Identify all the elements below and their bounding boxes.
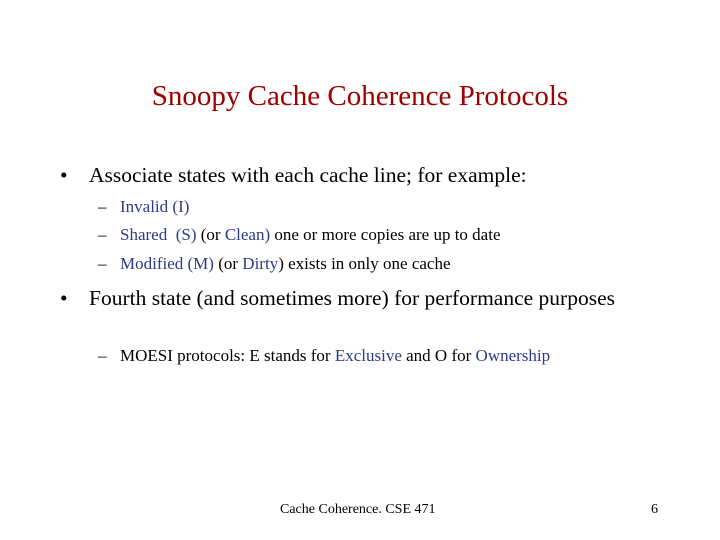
sub-bullet-dash: – [98, 346, 107, 365]
sub-bullet-text: and O for [401, 346, 476, 365]
page-number: 6 [651, 502, 658, 517]
slide-title: Snoopy Cache Coherence Protocols [151, 80, 569, 112]
footer-text: Cache Coherence. CSE 471 [280, 502, 436, 517]
term-modified: Modified (M) [120, 254, 214, 273]
term-dirty: Dirty [242, 254, 279, 273]
sub-bullet [98, 346, 550, 366]
sub-bullet [98, 197, 189, 217]
term-clean: Clean) [224, 225, 271, 244]
sub-bullet-text: (or [196, 225, 225, 244]
sub-bullet [98, 225, 501, 245]
term-ownership: Ownership [475, 346, 551, 365]
term-shared: Shared (S) [120, 225, 197, 244]
sub-bullet-dash: – [98, 225, 107, 244]
sub-bullet-text: one or more copies are up to date [270, 225, 501, 244]
sub-bullet-dash: – [98, 254, 107, 273]
bullet-text: Fourth state (and sometimes more) for performance purposes [89, 286, 615, 310]
term-exclusive: Exclusive [334, 346, 402, 365]
sub-bullet-dash: – [98, 197, 107, 216]
bullet-marker: • [60, 286, 68, 310]
bullet-marker: • [60, 163, 68, 187]
sub-bullet-text: ) exists in only one cache [278, 254, 451, 273]
sub-bullet-text: (or [213, 254, 243, 273]
bullet-text: Associate states with each cache line; for example: [89, 163, 527, 187]
sub-bullet-text: MOESI protocols: E stands for [120, 346, 335, 365]
sub-bullet [98, 254, 451, 274]
term-invalid: Invalid (I) [120, 197, 190, 216]
